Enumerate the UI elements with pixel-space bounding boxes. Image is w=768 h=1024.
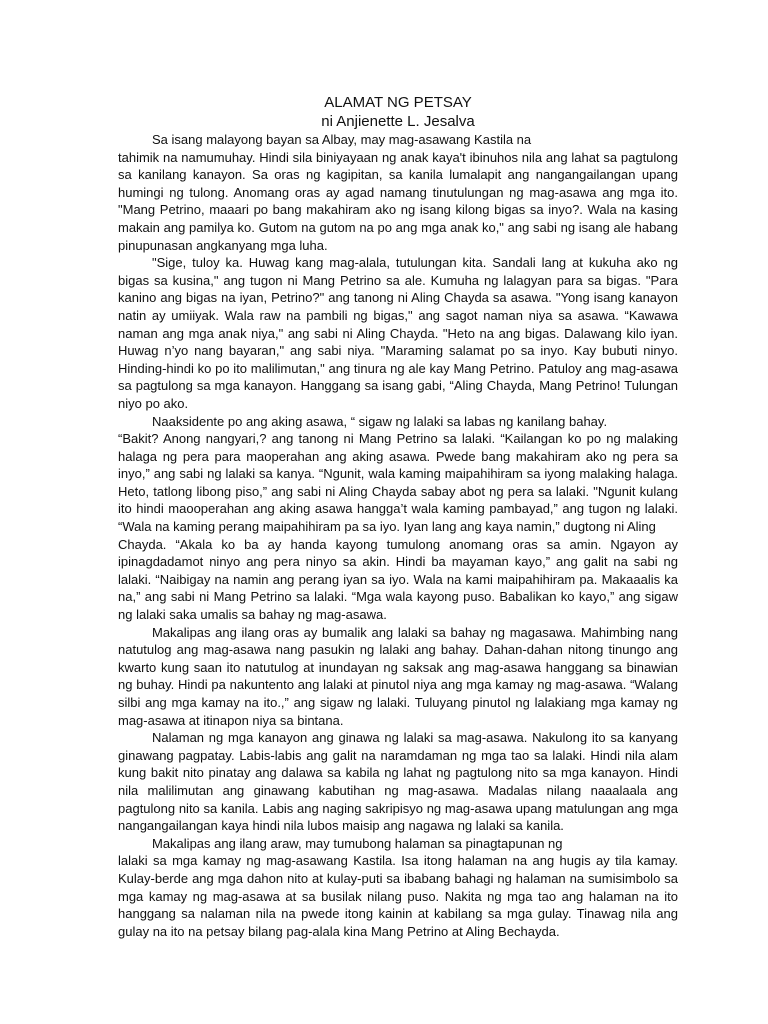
paragraph: Naaksidente po ang aking asawa, “ sigaw ng lalaki sa labas ng kanilang bahay. xyxy=(152,413,608,429)
paragraph: "Sige, tuloy ka. Huwag kang mag-alala, tutulungan kita. Sandali lang at kukuha ako ng bigas sa kusina," ang tugon ni Mang Petrino sa ale. Kumuha ng lalagyan para sa bigas. "Para kanino ang bigas na iyan, Petrino?" ang tanong ni Aling Chayda sa asawa. "Yong isang kanayon natin ay umiiyak. Wala raw na pambili ng bigas," ang sagot naman niya sa asawa. “Kawawa naman ang mga anak niya," ang sabi ni Aling Chayda. "Heto na ang bigas. Dalawang kilo iyan. Huwag n’yo nang bayaran," ang sabi niya. "Maraming salamat po sa inyo. Kay bubuti ninyo. Hinding-hindi ko po ito malilimutan," ang tinura ng ale kay Mang Petrino. Patuloy ang mag-asawa sa pagtulong sa mga kanayon. Hanggang sa isang gabi, “Aling Chayda, Mang Petrino! Tulungan niyo po ako. xyxy=(118,255,678,411)
paragraph: tahimik na namumuhay. Hindi sila biniyayaan ng anak kaya't ibinuhos nila ang lahat sa pagtulong sa kanilang kanayon. Sa oras ng kagipitan, sa kanila lumalapit ang nangangailangan upang humingi ng tulong. Anomang oras ay agad namang tinutulungan ng mag-asawa ang mga ito. "Mang Petrino, maaari po bang makahiram ako ng isang kilong bigas sa inyo?. Wala na kasing makain ang pamilya ko. Gutom na gutom na po ang mga anak ko," ang sabi ng isang ale habang pinupunasan angkanyang mga luha. xyxy=(118,149,678,253)
document-body xyxy=(118,131,678,940)
paragraph: “Bakit? Anong nangyari,? ang tanong ni Mang Petrino sa lalaki. “Kailangan ko po ng malaking halaga ng pera para maoperahan ang aking asawa. Pwede bang makahiram ako ng pera sa inyo,” ang sabi ng lalaki sa kanya. “Ngunit, wala kaming maipahihiram sa iyong malaking halaga. Heto, tatlong libong piso,” ang sabi ni Aling Chayda sabay abot ng pera sa lalaki. "Ngunit kulang ito hindi maooperahan ang aking asawa hangga’t wala kaming pambayad,” ang tugon ng lalaki. “Wala na kaming perang maipahihiram pa sa iyo. Iyan lang ang kaya namin,” dugtong ni Aling xyxy=(118,431,678,535)
paragraph: lalaki sa mga kamay ng mag-asawang Kastila. Isa itong halaman na ang hugis ay tila kamay. Kulay-berde ang mga dahon nito at kulay-puti sa ibabang bahagi ng halaman na sumisimbolo sa mga kamay ng mag-asawa at sa busilak nilang puso. Nakita ng mga tao ang halaman na ito hanggang sa nalaman nila na pwede itong kainin at kabilang sa mga gulay. Tinawag nila ang gulay na ito na petsay bilang pag-alala kina Mang Petrino at Aling Bechayda. xyxy=(118,853,678,939)
document-page xyxy=(118,93,678,940)
document-title: ALAMAT NG PETSAY xyxy=(324,94,472,111)
paragraph: Sa isang malayong bayan sa Albay, may mag-asawang Kastila na xyxy=(152,132,532,147)
document-author: ni Anjienette L. Jesalva xyxy=(321,113,475,130)
paragraph: Nalaman ng mga kanayon ang ginawa ng lalaki sa mag-asawa. Nakulong ito sa kanyang ginawang pagpatay. Labis-labis ang galit na naramdaman ng mga tao sa lalaki. Hindi nila alam kung bakit nito pinatay ang dalawa sa kabila ng lahat ng pagtulong nito sa mga kanayon. Hindi nila malilimutan ang ginawang kabutihan ng mag-asawa. Madalas nilang naaalaala ang pagtulong nito sa kanila. Labis ang naging sakripisyo ng mag-asawa upang matulungan ang mga nangangailangan kaya hindi nila lubos maisip ang nagawa ng lalaki sa kanila. xyxy=(118,730,678,834)
paragraph: Makalipas ang ilang araw, may tumubong halaman sa pinagtapunan ng xyxy=(152,835,563,851)
paragraph: Makalipas ang ilang oras ay bumalik ang lalaki sa bahay ng magasawa. Mahimbing nang natutulog ang mag-asawa nang pasukin ng lalaki ang bahay. Dahan-dahan nitong tinungo ang kwarto kung saan ito natutulog at inundayan ng saksak ang mag-asawa hanggang sa binawian ng buhay. Hindi pa nakuntento ang lalaki at pinutol niya ang mga kamay ng mag-asawa. “Walang silbi ang mga kamay na ito.,” ang sigaw ng lalaki. Tuluyang pinutol ng lalakiang mga kamay ng mag-asawa at itinapon niya sa bintana. xyxy=(118,624,678,728)
paragraph: Chayda. “Akala ko ba ay handa kayong tumulong anomang oras sa amin. Ngayon ay ipinagdadamot ninyo ang pera ninyo sa akin. Hindi ba mayaman kayo,” ang galit na sabi ng lalaki. “Naibigay na namin ang perang iyan sa iyo. Wala na kami maipahihiram pa. Makaaalis ka na,” ang sabi ni Mang Petrino sa lalaki. “Mga wala kayong puso. Babalikan ko kayo,” ang sigaw ng lalaki saka umalis sa bahay ng mag-asawa. xyxy=(118,536,678,623)
